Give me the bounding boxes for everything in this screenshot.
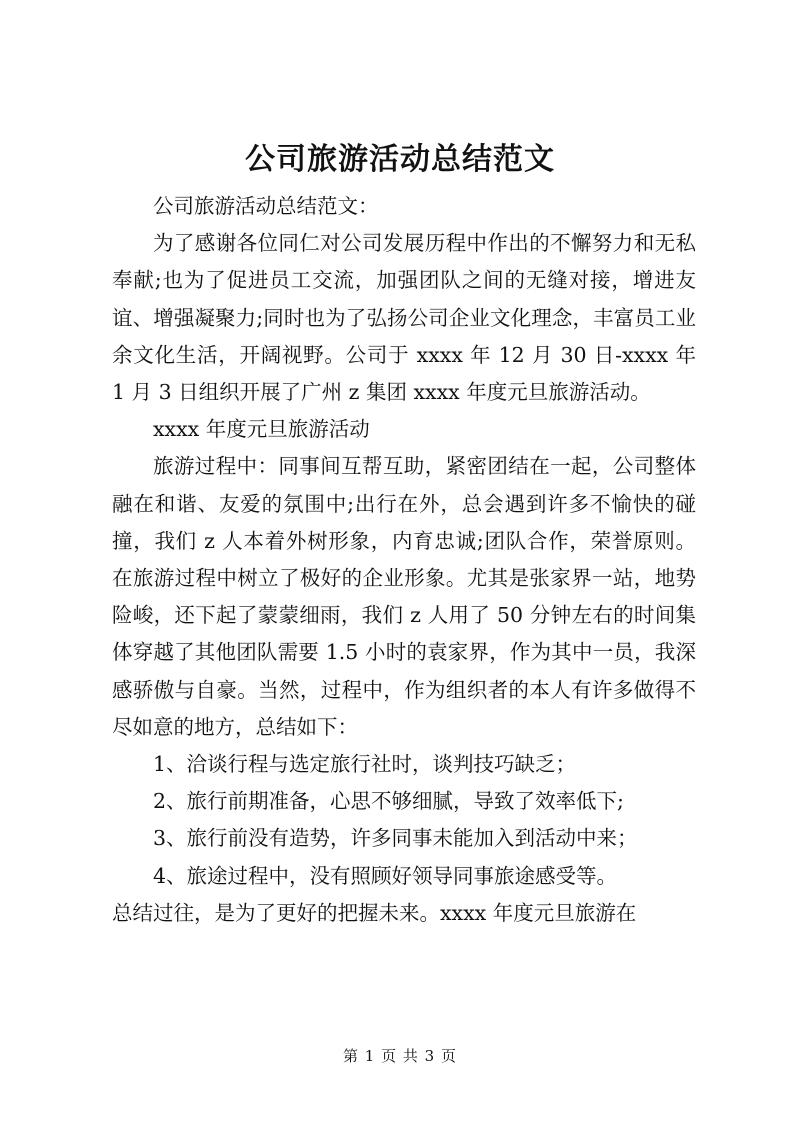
list-item: 4、旅途过程中，没有照顾好领导同事旅途感受等。 [153,863,618,888]
paragraph-conclusion: 总结过往，是为了更好的把握未来。xxxx 年度元旦旅游在 [112,900,637,925]
list-item: 1、洽谈行程与选定旅行社时，谈判技巧缺乏； [153,752,577,777]
paragraph-intro: 公司旅游活动总结范文： [153,194,379,218]
list-item: 2、旅行前期准备，心思不够细腻，导致了效率低下; [153,789,624,814]
paragraph-process: 旅游过程中：同事间互帮互助，紧密团结在一起，公司整体融在和谐、友爱的氛围中;出行在外，总会遇到许多不愉快的碰撞，我们 z 人本着外树形象，内育忠诚;团队合作，荣誉原则。在旅游过程中树立了极好的企业形象。尤其是张家界一站，地势险峻，还下起了蒙蒙细雨，我们 z 人用了 50 分钟左右的时间集体穿越了其他团队需要 1.5 小时的袁家界，作为其中一员，我深感骄傲与自豪。当然，过程中，作为组织者的本人有许多做得不尽如意的地方，总结如下： [112,454,696,739]
document-body [112,188,696,932]
paragraph-subtitle: xxxx 年度元旦旅游活动 [153,417,370,442]
page-indicator: 第 1 页 共 3 页 [343,1047,457,1065]
document-title: 公司旅游活动总结范文 [245,142,555,177]
paragraph-background: 为了感谢各位同仁对公司发展历程中作出的不懈努力和无私奉献;也为了促进员工交流，加强团队之间的无缝对接，增进友谊、增强凝聚力;同时也为了弘扬公司企业文化理念，丰富员工业余文化生活，开阔视野。公司于 xxxx 年 12 月 30 日-xxxx 年 1 月 3 日组织开展了广州 z 集团 xxxx 年度元旦旅游活动。 [112,231,696,405]
list-item: 3、旅行前没有造势，许多同事未能加入到活动中来； [153,826,638,851]
